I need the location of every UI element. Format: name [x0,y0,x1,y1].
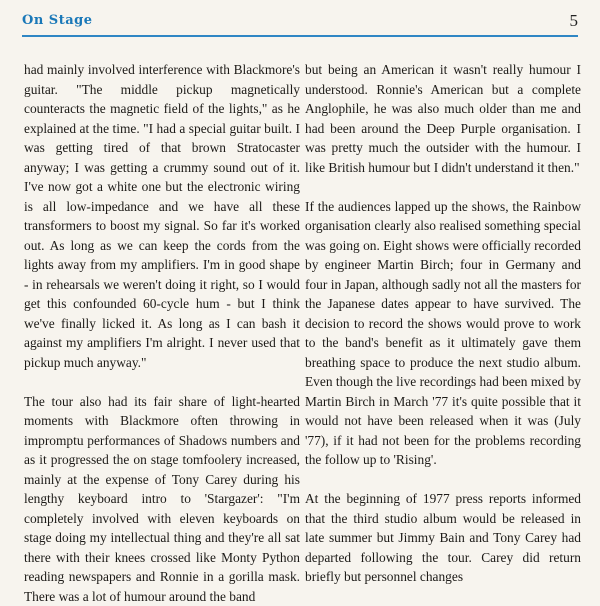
right-column [305,60,581,587]
page-number: 5 [570,11,579,31]
paragraph: had mainly involved interference with Blackmore's guitar. "The middle pickup magnetically counteracts the magnetic field of the lights," as he explained at the time. "I had a special guitar built. I was getting tired of that brown Stratocaster anyway; I was getting a crummy sound out of it. I've now got a white one but the electronic wiring is all low-impedance and we have all these transformers to boost my signal. So far it's worked out. As long as we can keep the cords from the lights away from my amplifiers. I'm in good shape - in rehearsals we weren't doing it right, so I would get this confounded 60-cycle hum - but I think we've finally licked it. As long as I can bash it against my amplifiers I'm alright. I never used that pickup much anyway." [24,60,300,372]
paragraph: If the audiences lapped up the shows, the Rainbow organisation clearly also realised something special was going on. Eight shows were officially recorded by engineer Martin Birch; four in Germany and four in Japan, although sadly not all the masters for the Japanese dates appear to have survived. The decision to record the shows would prove to work to the band's benefit as it ultimately gave them breathing space to produce the next studio album. Even though the live recordings had been mixed by Martin Birch in March '77 it's quite possible that it would not have been released when it was (July '77), if it had not been for the problems recording the follow up to 'Rising'. [305,197,581,470]
section-title: On Stage [22,13,92,28]
paragraph: but being an American it wasn't really humour I understood. Ronnie's American but a complete Anglophile, he was also much older than me and had been around the Deep Purple organisation. I was pretty much the outsider with the humour. I like British humour but I didn't understand it then." [305,60,581,177]
paragraph: The tour also had its fair share of light-hearted moments with Blackmore often throwing in impromptu performances of Shadows numbers and as it progressed the on stage tomfoolery increased, mainly at the expense of Tony Carey during his lengthy keyboard intro to 'Stargazer': "I'm completely involved with eleven keyboards on stage doing my intellectual thing and they're all sat there with their knees crossed like Monty Python reading newspapers and Ronnie in a gorilla mask. There was a lot of humour around the band [24,392,300,606]
left-column [24,60,300,606]
paragraph: At the beginning of 1977 press reports informed that the third studio album would be released in late summer but Jimmy Bain and Tony Carey had departed following the tour. Carey did return briefly but personnel changes [305,489,581,587]
header-rule [22,35,578,37]
